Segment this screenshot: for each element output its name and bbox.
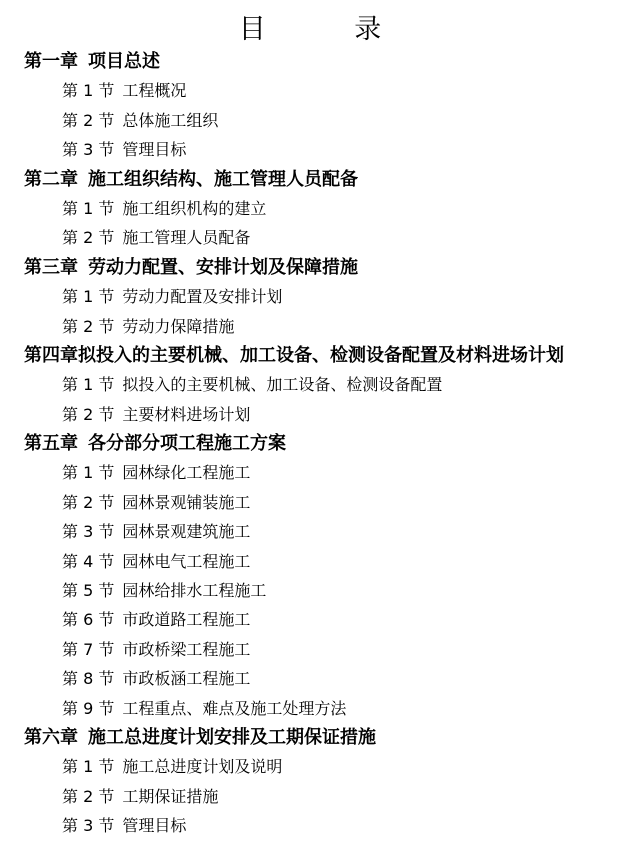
- section-number: 第 2 节: [62, 404, 115, 424]
- chapter-number: 第五章: [24, 433, 78, 455]
- section-number: 第 9 节: [62, 698, 115, 718]
- section-title: 劳动力保障措施: [122, 316, 235, 336]
- section-title: 工程重点、难点及施工处理方法: [122, 698, 347, 718]
- chapter-title: 劳动力配置、安排计划及保障措施: [88, 256, 358, 278]
- toc-section-entry: [0, 635, 620, 664]
- toc-section-entry: [0, 694, 620, 723]
- toc-chapter-entry: [0, 253, 620, 282]
- toc-chapter-entry: [0, 429, 620, 458]
- toc-section-entry: [0, 312, 620, 341]
- toc-section-entry: [0, 400, 620, 429]
- chapter-number: 第四章: [24, 344, 78, 366]
- toc-section-entry: [0, 76, 620, 105]
- section-number: 第 1 节: [62, 757, 115, 777]
- chapter-title: 施工总进度计划安排及工期保证措施: [88, 726, 376, 748]
- section-title: 管理目标: [122, 140, 187, 160]
- section-title: 市政道路工程施工: [122, 610, 251, 630]
- section-number: 第 2 节: [62, 786, 115, 806]
- section-number: 第 7 节: [62, 639, 115, 659]
- chapter-title: 拟投入的主要机械、加工设备、检测设备配置及材料进场计划: [78, 344, 564, 366]
- table-of-contents: [0, 47, 620, 841]
- toc-section-entry: [0, 752, 620, 781]
- section-title: 施工总进度计划及说明: [122, 757, 283, 777]
- section-title: 工程概况: [122, 81, 187, 101]
- section-title: 园林绿化工程施工: [122, 463, 251, 483]
- section-title: 拟投入的主要机械、加工设备、检测设备配置: [122, 375, 443, 395]
- toc-section-entry: [0, 135, 620, 164]
- section-title: 园林景观建筑施工: [122, 522, 251, 542]
- section-title: 市政板涵工程施工: [122, 669, 251, 689]
- section-number: 第 5 节: [62, 581, 115, 601]
- toc-section-entry: [0, 106, 620, 135]
- chapter-title: 项目总述: [88, 51, 160, 72]
- section-title: 园林景观铺装施工: [122, 492, 251, 512]
- section-number: 第 6 节: [62, 610, 115, 630]
- section-title: 劳动力配置及安排计划: [122, 287, 283, 307]
- section-number: 第 1 节: [62, 463, 115, 483]
- toc-chapter-entry: [0, 341, 620, 370]
- toc-section-entry: [0, 547, 620, 576]
- section-title: 总体施工组织: [122, 110, 219, 130]
- section-title: 园林电气工程施工: [122, 551, 251, 571]
- section-title: 管理目标: [122, 816, 187, 836]
- section-title: 主要材料进场计划: [122, 404, 251, 424]
- toc-chapter-entry: [0, 723, 620, 752]
- section-title: 园林给排水工程施工: [122, 581, 267, 601]
- chapter-number: 第六章: [24, 726, 78, 748]
- chapter-number: 第三章: [24, 256, 78, 278]
- section-number: 第 3 节: [62, 140, 115, 160]
- section-number: 第 2 节: [62, 316, 115, 336]
- section-number: 第 3 节: [62, 522, 115, 542]
- toc-section-entry: [0, 664, 620, 693]
- section-title: 工期保证措施: [122, 786, 219, 806]
- toc-section-entry: [0, 282, 620, 311]
- toc-section-entry: [0, 223, 620, 252]
- section-number: 第 1 节: [62, 198, 115, 218]
- section-number: 第 1 节: [62, 81, 115, 101]
- chapter-title: 各分部分项工程施工方案: [88, 433, 286, 455]
- toc-section-entry: [0, 605, 620, 634]
- toc-section-entry: [0, 576, 620, 605]
- chapter-title: 施工组织结构、施工管理人员配备: [88, 168, 358, 190]
- toc-chapter-entry: [0, 165, 620, 194]
- toc-section-entry: [0, 458, 620, 487]
- toc-section-entry: [0, 370, 620, 399]
- section-number: 第 2 节: [62, 228, 115, 248]
- toc-section-entry: [0, 782, 620, 811]
- page-title: 目 录: [238, 14, 422, 45]
- chapter-number: 第二章: [24, 168, 78, 190]
- section-title: 施工管理人员配备: [122, 228, 251, 248]
- toc-section-entry: [0, 488, 620, 517]
- toc-section-entry: [0, 194, 620, 223]
- chapter-number: 第一章: [24, 51, 78, 72]
- section-title: 施工组织机构的建立: [122, 198, 267, 218]
- section-number: 第 4 节: [62, 551, 115, 571]
- section-number: 第 8 节: [62, 669, 115, 689]
- section-title: 市政桥梁工程施工: [122, 639, 251, 659]
- section-number: 第 2 节: [62, 110, 115, 130]
- section-number: 第 1 节: [62, 375, 115, 395]
- section-number: 第 2 节: [62, 492, 115, 512]
- toc-section-entry: [0, 811, 620, 840]
- section-number: 第 1 节: [62, 287, 115, 307]
- toc-chapter-entry: [0, 47, 620, 76]
- toc-section-entry: [0, 517, 620, 546]
- section-number: 第 3 节: [62, 816, 115, 836]
